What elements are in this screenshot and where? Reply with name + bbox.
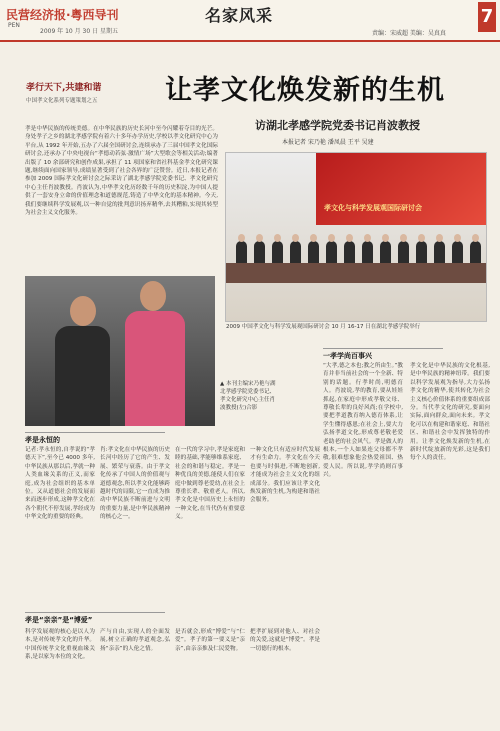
subheadline: 访湖北孝感学院党委书记肖波教授 (255, 119, 420, 132)
body-column: 把孝扩展到对他人、对社会的关爱,这就是“博爱”。孝是一切德行的根本。 (250, 629, 320, 652)
masthead: 民营经济报·粤西导刊 (6, 8, 119, 22)
body-column: 一种文化只有适应时代发展才有生命力。孝文化在今天也要与时俱进,不断地创新,才能成为社会主义文化的组成部分。我们应该让孝文化焕发新的生机,为构建和谐社会服务。 (250, 447, 320, 504)
conference-banner (316, 153, 486, 225)
section-heading-1: 孝是永恒的 (25, 432, 165, 445)
body-column: “大孝,德之本也;教之所由生。”教育并非当前社会的一个全新、特别的话题。行孝时尚,明德育人。肖波说,孝的教育,要从娃娃抓起,在家庭中形成孝敬父母、尊敬长辈的良好风尚;在学校中,要把孝道教育纳入德育体系,让学生懂得感恩;在社会上,要大力弘扬孝道文化,形成尊老敬老爱老助老的社会风气。孝是做人的根本,一个人如果连父母都不孝敬,很难想象他会热爱祖国、热爱人民。所以说,孝学尚则百事兴。 (323, 363, 403, 479)
body-column: 记者:孝永恒的,自孝说的“孝德天下”,至今已 4000 多年,中华民族从那以后,孝就一种人类血缘关系的正义,而家庭,成为社会组织的基本单位。又从道德社会的发展而来而逐步形成,这种孝文化在各个朝代不停发展,孝经成为中华文化的重要的经典。 (25, 447, 95, 521)
body-column: 科学发展观的核心是以人为本,是对传统孝文化的升华。中国传统孝文化重视血缘关系,是以家为本位的文化。 (25, 629, 95, 661)
issue-date: 2009 年 10 月 30 日 星期五 (40, 28, 118, 35)
body-column: 肖:孝文化在中华民族的历史长河中经历了它的产生、发展、繁荣与衰落。由于孝文化传承了中国人的价值观与道德观念,所以孝文化能够跨越时代的局限,它一直成为推动中华民族不断前进与文明的重要力量,是中华民族精神的核心之一。 (100, 447, 170, 521)
body-column: 在一代的学习中,孝是家庭和睦的基础,孝能够维系家庭、社会的和谐与稳定。孝是一种优良的美德,能使人们在家庭中做到尊老爱幼,在社会上尊重长辈、敬重老人。所以,孝文化是中国历史上永恒的一种文化,在当代仍有重要意义。 (175, 447, 245, 521)
conference-table (226, 263, 486, 283)
page-number: 7 (478, 2, 496, 32)
logo-sub: PEN (8, 22, 20, 29)
portrait-photo (25, 276, 215, 426)
byline: 本报记者 宋乃艳 潘凤晨 王平 吴建 (282, 139, 374, 146)
section-heading-2: 孝是“亲亲”是“博爱” (25, 612, 165, 625)
banner-title: 孝文化与科学发展观国际研讨会 (324, 204, 422, 212)
body-column: 是否就会,形成“博爱”与“仁爱”。孝子的第一要义是“亲亲”,由亲亲推及仁民爱物。 (175, 629, 245, 652)
body-column: 孝文化是中华民族的文化根基,是中华民族的精神纽带。我们要以科学发展观为指导,大力弘扬孝文化的精华,使其转化为社会主义核心价值体系的重要组成部分。当代孝文化的研究,要面向实际,面向群众,面向未来。孝文化可以在构建和谐家庭、和谐社区、和谐社会中发挥独特的作用。让孝文化焕发新的生机,在新时代绽放新的光彩,这是我们每个人的责任。 (410, 363, 490, 462)
section-heading-3: 一孝学尚百事兴 (323, 348, 443, 361)
photo-left-caption: ▲ 本刊主编宋乃艳与湖北孝感学院党委书记、孝文化研究中心主任肖波教授(左)合影 (220, 381, 276, 411)
body-column: 产与自由,实现人的全面发展,树立正确的孝道观念,弘扬“亲亲”的人伦之情。 (100, 629, 170, 652)
conference-photo (225, 152, 487, 322)
person-left (55, 296, 110, 426)
photo-top-caption: 2009 中国孝文化与科学发展观国际研讨会 10 月 16-17 日在湖北孝感学院举行 (226, 324, 421, 330)
editor-credit: 责编：宋威超 美编：吴真真 (372, 30, 446, 37)
kicker (26, 80, 156, 112)
person-right (125, 281, 185, 426)
attendees (226, 241, 486, 265)
headline: 让孝文化焕发新的生机 (165, 75, 445, 106)
lead-paragraph: 孝是中华民族的传统美德。在中华民族的历史长河中至今闪耀着夺目的光芒。身处孝子之乡的湖北孝感学院有着六十多年办学历史,学校以孝文化研究中心为平台,从 1992 年开始,五办了六届全国研讨会,连续承办了三届中国孝文化国际研讨会,还承办了中央电视台“孝德动若弦·激情广场”大型歌会等相关活动;编著出版了 10 余部研究和创作成果,承担了 11 项国家和省社科基金孝文化研究课题,继续面向国家领导,成绩显著受到了社会各界的广泛赞誉。近日,本报记者在参加 2009 国际孝文化研讨会之际采访了湖北孝感学院党委书记、孝文化研究中心主任肖波教授。肖波认为,中华孝文化历经数千年的历史积淀,为中国人提供了一套安身立命的价值理念和道德规范,铸造了中华文化的基本精神。今天,我们要继续科学发展观,以一种自觉的批判意识扬弃精华,去其糟粕,实现其转型为社会主义文化服务。 (25, 126, 218, 217)
section-title: 名家风采 (205, 6, 274, 25)
kicker-subtitle: 中国孝文化系列专题策划之五 (26, 98, 98, 104)
kicker-title: 孝行天下,共建和谐 (26, 83, 102, 93)
